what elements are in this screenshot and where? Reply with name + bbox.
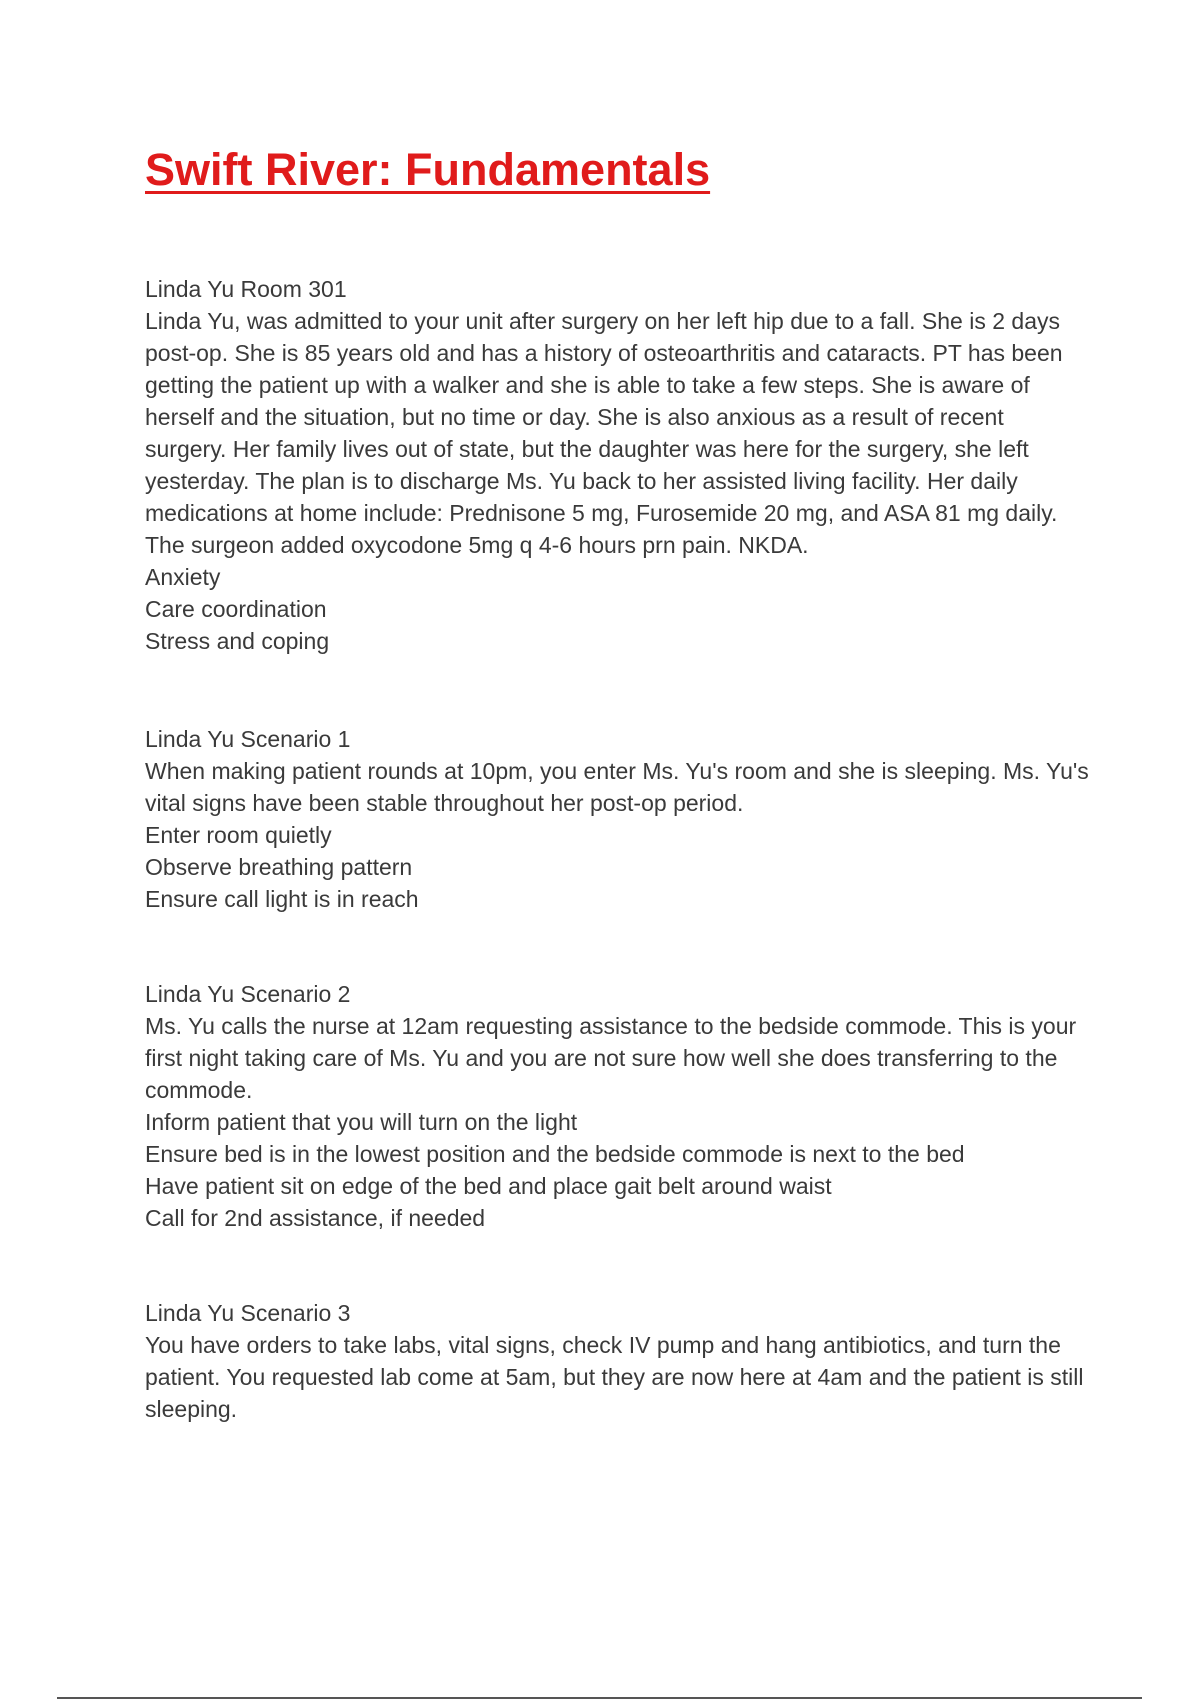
list-item: Ensure call light is in reach — [145, 886, 419, 912]
item-list — [145, 1106, 1090, 1234]
list-item: Inform patient that you will turn on the light — [145, 1109, 578, 1135]
section-body: When making patient rounds at 10pm, you enter Ms. Yu's room and she is sleeping. Ms. Yu's vital signs have been stable throughout her post-op period. — [145, 758, 1089, 816]
section-body: Ms. Yu calls the nurse at 12am requesting assistance to the bedside commode. This is your first night taking care of Ms. Yu and you are not sure how well she does transferring to the commode. — [145, 1013, 1077, 1103]
list-item: Anxiety — [145, 564, 221, 590]
section-heading: Linda Yu Scenario 2 — [145, 981, 351, 1007]
list-item: Ensure bed is in the lowest position and the bedside commode is next to the bed — [145, 1141, 965, 1167]
list-item: Care coordination — [145, 596, 327, 622]
list-item: Call for 2nd assistance, if needed — [145, 1205, 486, 1231]
section-scenario-1 — [145, 723, 1090, 915]
section-heading: Linda Yu Scenario 1 — [145, 726, 351, 752]
section-body: Linda Yu, was admitted to your unit after surgery on her left hip due to a fall. She is 2 days post-op. She is 85 years old and has a history of osteoarthritis and cataracts. PT has been getting the patient up with a walker and she is able to take a few steps. She is aware of herself and the situation, but no time or day. She is also anxious as a result of recent surgery. Her family lives out of state, but the daughter was here for the surgery, she left yesterday. The plan is to discharge Ms. Yu back to her assisted living facility. Her daily medications at home include: Prednisone 5 mg, Furosemide 20 mg, and ASA 81 mg daily. The surgeon added oxycodone 5mg q 4-6 hours prn pain. NKDA. — [145, 308, 1063, 558]
section-room-301 — [145, 273, 1090, 657]
section-heading: Linda Yu Room 301 — [145, 276, 347, 302]
section-body: You have orders to take labs, vital signs, check IV pump and hang antibiotics, and turn the patient. You requested lab come at 5am, but they are now here at 4am and the patient is still sleeping. — [145, 1332, 1084, 1422]
list-item: Stress and coping — [145, 628, 330, 654]
footer-divider — [57, 1697, 1142, 1699]
section-scenario-2 — [145, 978, 1090, 1234]
section-heading: Linda Yu Scenario 3 — [145, 1300, 351, 1326]
page-title: Swift River: Fundamentals — [145, 144, 711, 195]
list-item: Observe breathing pattern — [145, 854, 413, 880]
section-scenario-3 — [145, 1297, 1090, 1425]
list-item: Have patient sit on edge of the bed and place gait belt around waist — [145, 1173, 832, 1199]
list-item: Enter room quietly — [145, 822, 332, 848]
item-list — [145, 819, 1090, 915]
item-list — [145, 561, 1090, 657]
